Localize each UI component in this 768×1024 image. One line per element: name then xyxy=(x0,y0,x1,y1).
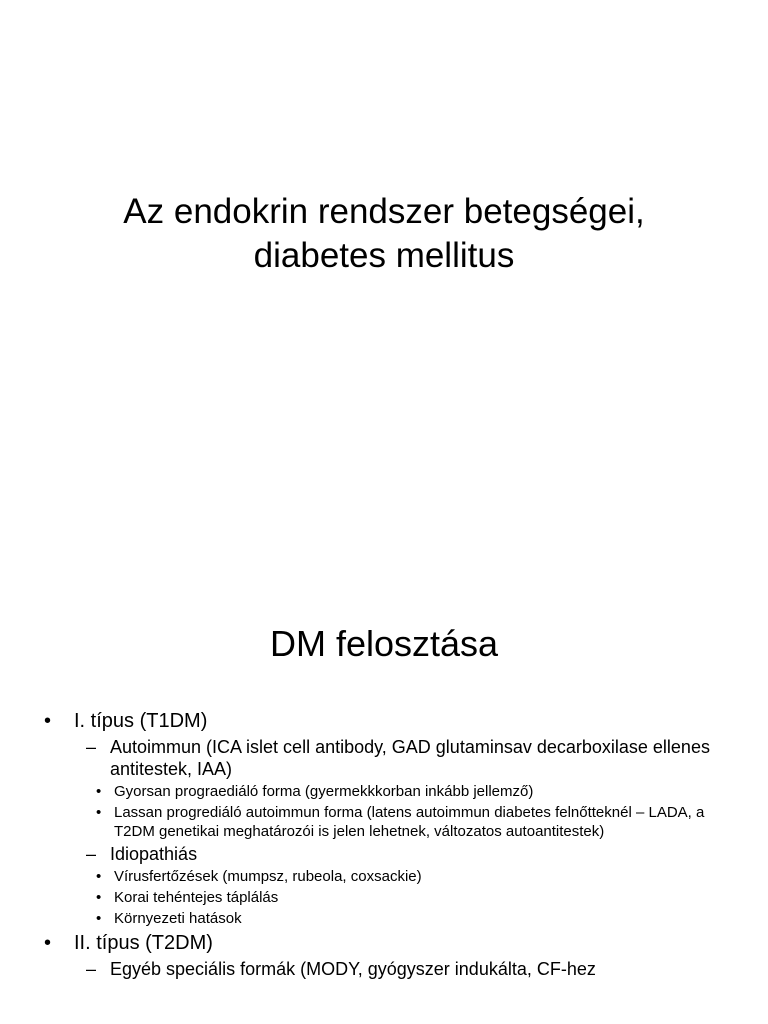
title-slide-heading xyxy=(40,190,728,278)
bullet-mark: • xyxy=(44,710,52,732)
sub-item-idiopathias xyxy=(72,843,734,865)
list-item-type2 xyxy=(44,930,734,956)
sub-item-text: Idiopathiás xyxy=(110,844,198,864)
bullet-mark: • xyxy=(96,868,102,885)
title-line-1: Az endokrin rendszer betegségei, xyxy=(123,192,645,231)
list-item-text: I. típus (T1DM) xyxy=(74,710,208,732)
bullet-mark: • xyxy=(96,783,102,800)
sub-sub-item-text: Környezeti hatások xyxy=(114,910,242,927)
slide-title: DM felosztása xyxy=(269,623,499,664)
sub-sub-item-text: Gyorsan prograediáló forma (gyermekkkorban inkább jellemző) xyxy=(114,783,534,800)
sub-item-text-partial: Egyéb speciális formák (MODY, gyógyszer indukálta, CF-hez xyxy=(110,959,596,979)
sub-sub-item xyxy=(94,803,734,841)
sub-sub-item-text: Korai tehéntejes táplálás xyxy=(114,889,279,906)
title-line-2: diabetes mellitus xyxy=(253,236,515,275)
dash-mark: – xyxy=(86,844,97,864)
bullet-mark: • xyxy=(96,889,102,906)
bullet-mark: • xyxy=(44,932,52,954)
sub-sub-item-text: Vírusfertőzések (mumpsz, rubeola, coxsackie) xyxy=(114,868,422,885)
sub-sub-item xyxy=(94,782,734,801)
sub-item-text: Autoimmun (ICA islet cell antibody, GAD glutaminsav decarboxilase ellenes antitestek, IAA) xyxy=(110,737,710,779)
content-slide xyxy=(0,576,768,1024)
list-item-text: II. típus (T2DM) xyxy=(74,932,213,954)
list-item-type1 xyxy=(44,708,734,734)
sub-item-partial xyxy=(72,958,734,980)
dash-mark: – xyxy=(86,959,97,979)
sub-sub-item xyxy=(94,888,734,907)
sub-sub-item xyxy=(94,867,734,886)
bullet-list xyxy=(44,708,734,980)
sub-item-autoimmun xyxy=(72,736,734,780)
sub-sub-item-text: Lassan progrediáló autoimmun forma (latens autoimmun diabetes felnőtteknél – LADA, a T2DM genetikai meghatározói is jelen lehetnek, változatos autoantitestek) xyxy=(114,804,705,840)
slide-content xyxy=(44,708,734,982)
bullet-mark: • xyxy=(96,910,102,927)
sub-sub-item xyxy=(94,909,734,928)
bullet-mark: • xyxy=(96,804,102,821)
dash-mark: – xyxy=(86,737,97,757)
